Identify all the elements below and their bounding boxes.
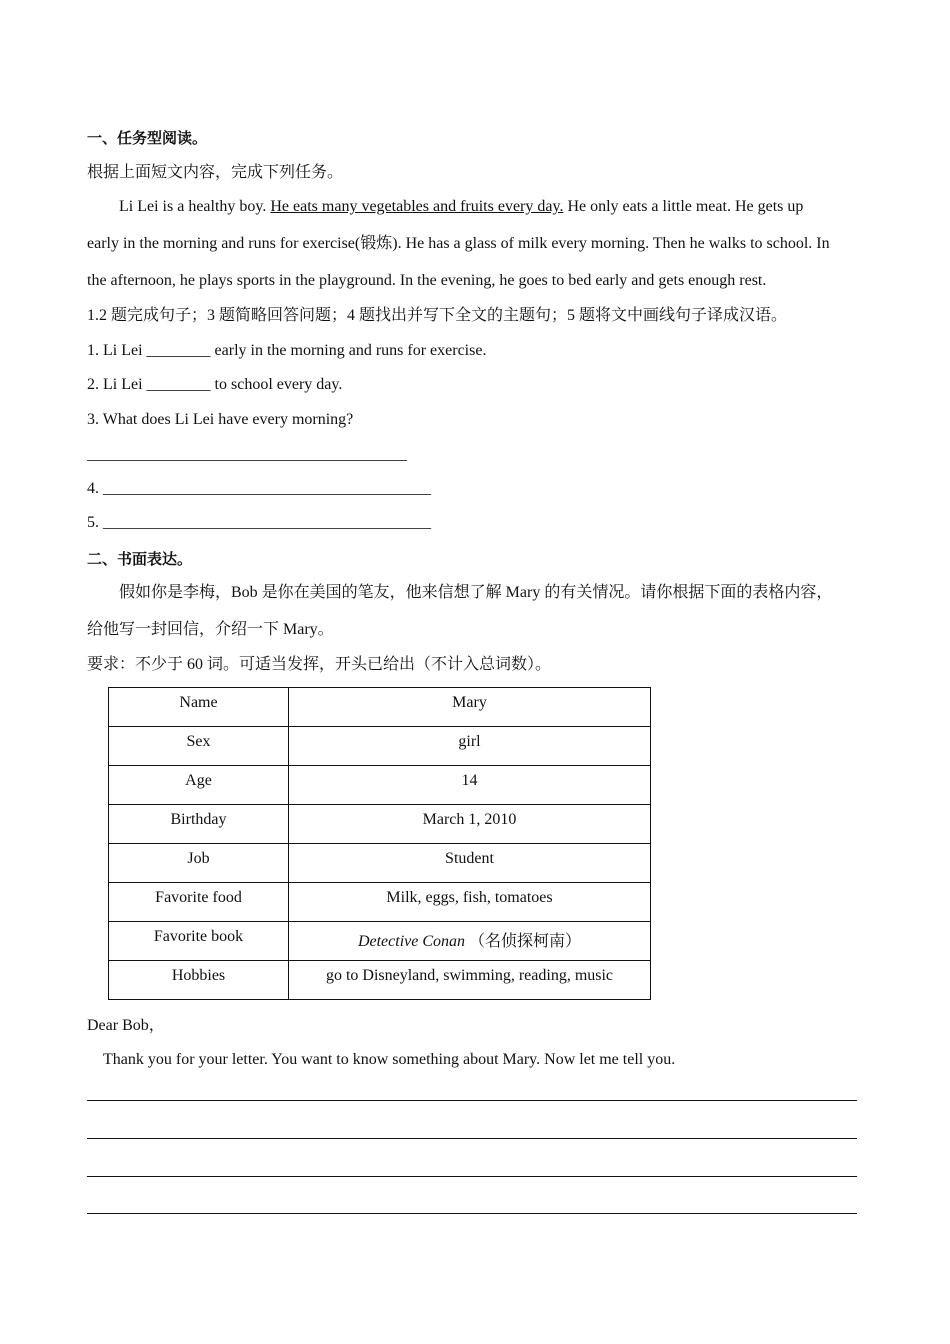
book-title-cn: （名侦探柯南）: [469, 933, 582, 950]
table-row: [109, 883, 651, 922]
table-key: Name: [109, 688, 289, 727]
question-5[interactable]: 5. _________________________________________: [87, 514, 431, 531]
underlined-sentence: He eats many vegetables and fruits every day.: [270, 198, 564, 215]
writing-line[interactable]: [87, 1213, 857, 1214]
writing-line[interactable]: [87, 1138, 857, 1139]
table-value: girl: [289, 727, 651, 766]
table-value: Student: [289, 844, 651, 883]
table-key: Age: [109, 766, 289, 805]
question-4[interactable]: 4. _________________________________________: [87, 480, 431, 497]
table-key: Birthday: [109, 805, 289, 844]
table-value: Mary: [289, 688, 651, 727]
table-value: go to Disneyland, swimming, reading, music: [289, 961, 651, 1000]
task-note: 1.2 题完成句子；3 题简略回答问题；4 题找出并写下全文的主题句；5 题将文中画线句子译成汉语。: [87, 307, 788, 324]
table-value: March 1, 2010: [289, 805, 651, 844]
table-row: [109, 766, 651, 805]
passage-line-2: early in the morning and runs for exercise(锻炼). He has a glass of milk every morning. Then he walks to school. In: [87, 235, 830, 252]
letter-greeting: Dear Bob，: [87, 1017, 165, 1034]
passage-line-3: the afternoon, he plays sports in the playground. In the evening, he goes to bed early and gets enough rest.: [87, 272, 767, 289]
table-row: [109, 727, 651, 766]
table-key: Hobbies: [109, 961, 289, 1000]
letter-opening: Thank you for your letter. You want to know something about Mary. Now let me tell you.: [103, 1051, 676, 1068]
question-3: 3. What does Li Lei have every morning?: [87, 411, 354, 428]
table-row: [109, 805, 651, 844]
table-key: Favorite food: [109, 883, 289, 922]
table-row: [109, 961, 651, 1000]
answer-line-3[interactable]: ________________________________________: [87, 446, 407, 463]
table-row: [109, 922, 651, 961]
table-row: [109, 688, 651, 727]
table-value: [289, 922, 651, 961]
question-2: 2. Li Lei ________ to school every day.: [87, 376, 343, 393]
section1-instruction: 根据上面短文内容，完成下列任务。: [87, 164, 344, 181]
mary-info-table: [108, 687, 651, 1000]
passage-line-1: [119, 197, 803, 217]
prompt-line-1: 假如你是李梅，Bob 是你在美国的笔友，他来信想了解 Mary 的有关情况。请你根据下面的表格内容，: [119, 584, 833, 601]
writing-line[interactable]: [87, 1176, 857, 1177]
writing-line[interactable]: [87, 1100, 857, 1101]
prompt-line-2: 给他写一封回信，介绍一下 Mary。: [87, 621, 334, 638]
passage-text: He only eats a little meat. He gets up: [563, 198, 804, 215]
requirement: 要求：不少于 60 词。可适当发挥，开头已给出（不计入总词数）。: [87, 656, 552, 673]
table-key: Sex: [109, 727, 289, 766]
table-value: 14: [289, 766, 651, 805]
table-value: Milk, eggs, fish, tomatoes: [289, 883, 651, 922]
passage-text: Li Lei is a healthy boy.: [119, 198, 271, 215]
table-key: Favorite book: [109, 922, 289, 961]
section1-heading: 一、任务型阅读。: [87, 129, 208, 147]
table-key: Job: [109, 844, 289, 883]
table-row: [109, 844, 651, 883]
question-1: 1. Li Lei ________ early in the morning and runs for exercise.: [87, 342, 487, 359]
book-title: Detective Conan: [357, 933, 466, 950]
section2-heading: 二、书面表达。: [87, 550, 193, 568]
